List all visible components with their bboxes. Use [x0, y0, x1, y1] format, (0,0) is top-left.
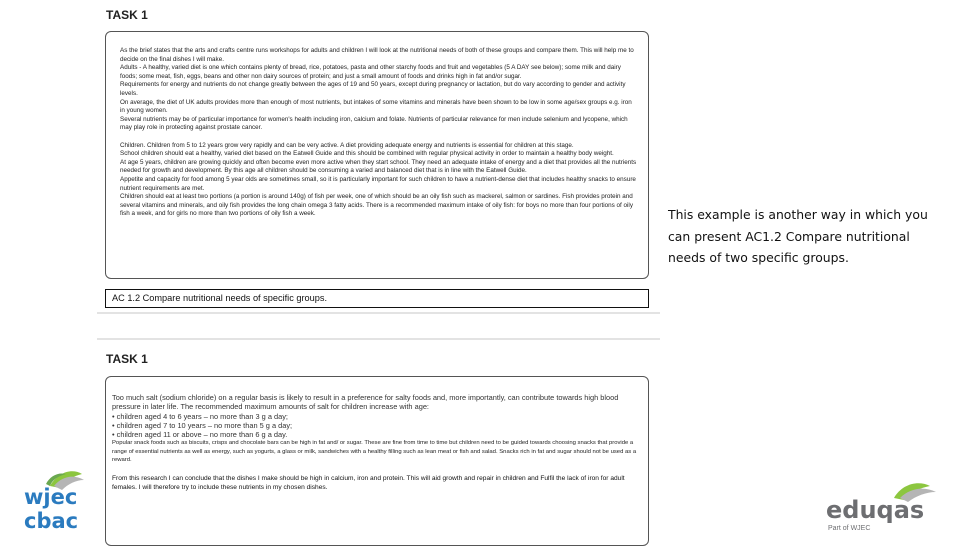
- snack-paragraph: Popular snack foods such as biscuits, crisps and chocolate bars can be high in fat and/ or sugar. These are fine from time to time but children need to be guided towards choosing snacks that provide a range of essential nutrients as well as energy, such as yogurts, a glass or milk, sandwiches with a healthy filling such as lean meat or fish and salad. Snacks rich in fat and sugar should not be used as a reward.: [112, 440, 637, 463]
- uk-diet-paragraph: On average, the diet of UK adults provides more than enough of most nutrients, but intakes of some vitamins and minerals have been shown to be low in some age/sex groups e.g. iron in young women.: [120, 98, 632, 115]
- conclusion-paragraph: From this research I can conclude that the dishes I make should be high in calcium, iron and protein. This will aid growth and repair in children and Fulfil the lack of iron for adult females. I will therefore try to include these nutrients in my chosen dishes.: [112, 475, 625, 492]
- school-children-paragraph: School children should eat a healthy, varied diet based on the Eatwell Guide and this should be combined with regular physical activity in order to maintain a healthy body weight.: [120, 150, 614, 158]
- appetite-paragraph: Appetite and capacity for food among 5 year olds are sometimes small, so it is particularly important for such children to have a nutrient-dense diet that includes healthy snacks to ensure nutrient requirements are met.: [120, 175, 636, 192]
- answer-box: [105, 376, 649, 546]
- eduqas-logo: [820, 478, 945, 532]
- children-paragraph: Children. Children from 5 to 12 years grow very rapidly and can be very active. A diet providing adequate energy and nutrients is essential for children at this stage.: [120, 141, 574, 149]
- requirements-paragraph: Requirements for energy and nutrients do not change greatly between the ages of 19 and 50 years, except during pregnancy or lactation, but do vary according to gender and activity levels.: [120, 81, 626, 97]
- document-panel-top: [97, 0, 660, 314]
- eduqas-subtitle: Part of WJEC: [828, 525, 871, 532]
- adults-paragraph: Adults - A healthy, varied diet is one which contains plenty of bread, rice, potatoes, pasta and other starchy foods and fruit and vegetables (5 A DAY see below); some milk and dairy foods; some meat, fish, eggs, beans and other non dairy sources of protein; and just a small amount of foods and drinks high in fat and/or sugar.: [120, 64, 621, 80]
- side-note: This example is another way in which you can present AC1.2 Compare nutritional needs of two specific groups.: [668, 207, 928, 265]
- task-title: TASK 1: [106, 352, 148, 366]
- salt-list-item: • children aged 4 to 6 years – no more than 3 g a day;: [112, 411, 288, 421]
- task-title: TASK 1: [106, 8, 148, 22]
- wjec-wordmark: wjec: [24, 485, 78, 509]
- ac-criteria-box: AC 1.2 Compare nutritional needs of specific groups.: [105, 289, 649, 308]
- fish-paragraph: Children should eat at least two portions (a portion is around 140g) of fish per week, one of which should be an oily fish such as mackerel, salmon or sardines. Fish provides protein and several vitamins and minerals, and oily fish provides the long chain omega 3 fatty acids. There is a recommended maximum intake of oily fish: for boys no more than four portions of oily fish a week, and for girls no more than two portions of oily fish a week.: [120, 193, 633, 218]
- salt-paragraph: Too much salt (sodium chloride) on a regular basis is likely to result in a preference for salty foods and, more importantly, can contribute towards high blood pressure in later life. The recommended maximum amounts of salt for children increase with age:: [112, 393, 619, 412]
- salt-list-item: • children aged 7 to 10 years – no more than 5 g a day;: [112, 420, 293, 430]
- age-five-paragraph: At age 5 years, children are growing quickly and often become even more active when they start school. They need an adequate intake of energy and a diet that provides all the nutrients needed for growth and development. By this age all children should be consuming a varied and balanced diet that is in line with the Eatwell Guide.: [120, 158, 637, 175]
- intro-paragraph: As the brief states that the arts and crafts centre runs workshops for adults and children I will look at the nutritional needs of both of these groups and compare them. This will help me to decide on the final dishes I will make.: [120, 47, 634, 63]
- answer-box: [105, 31, 649, 279]
- wjec-cbac-logo: [22, 462, 96, 532]
- womens-health-paragraph: Several nutrients may be of particular importance for women's health including iron, calcium and folate. Nutrients of particular relevance for men include selenium and lycopene, which may play role in protecting against prostate cancer.: [120, 115, 628, 132]
- eduqas-wordmark: eduqas: [826, 496, 925, 524]
- salt-list-item: • children aged 11 or above – no more than 6 g a day.: [112, 430, 288, 440]
- cbac-wordmark: cbac: [24, 509, 79, 532]
- document-panel-bottom: [97, 338, 660, 542]
